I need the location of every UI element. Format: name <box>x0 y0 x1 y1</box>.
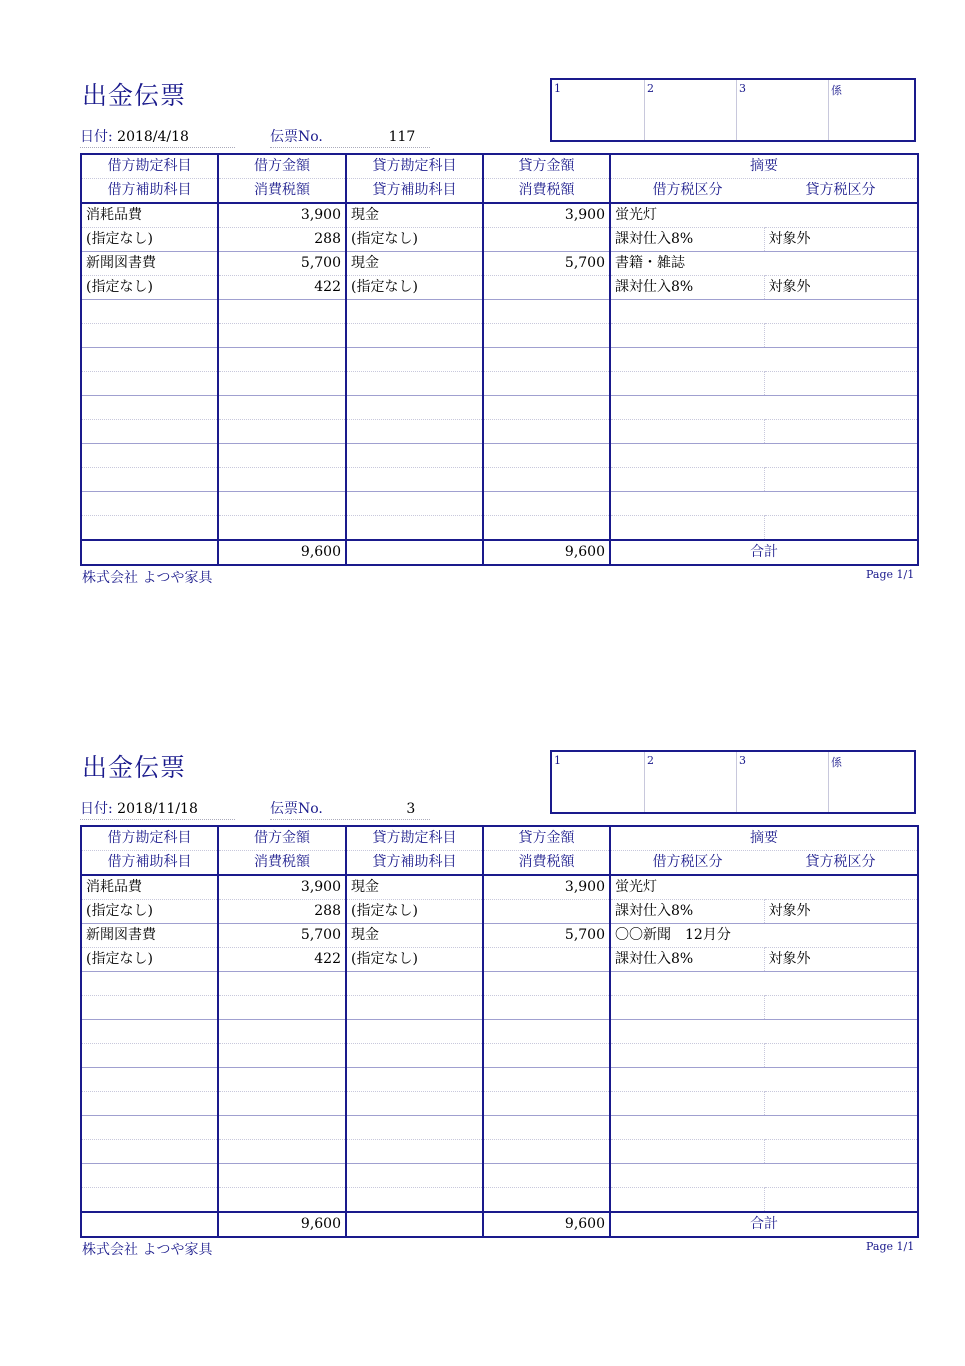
total-debit: 9,600 <box>218 540 346 565</box>
date-label: 日付: <box>80 801 113 817</box>
header-debit-tax-class: 借方税区分 <box>610 179 764 204</box>
voucher <box>0 672 965 1272</box>
summary-cell <box>610 1116 918 1140</box>
table-row <box>81 875 918 900</box>
page-number: Page 1/1 <box>866 1240 915 1253</box>
debit-tax-cell: 288 <box>218 228 346 252</box>
credit-account-cell: 現金 <box>346 252 483 276</box>
voucher-title: 出金伝票 <box>82 753 187 782</box>
credit-amount-cell <box>483 348 610 372</box>
header-credit-tax: 消費税額 <box>483 851 610 876</box>
credit-tax-cell <box>483 516 610 541</box>
debit-tax-cell <box>218 372 346 396</box>
credit-sub-cell: (指定なし) <box>346 228 483 252</box>
debit-account-cell <box>81 1068 218 1092</box>
credit-tax-cell <box>483 324 610 348</box>
debit-account-cell <box>81 300 218 324</box>
header-credit-account: 貸方勘定科目 <box>346 826 483 851</box>
credit-tax-cell <box>483 228 610 252</box>
date-underline <box>80 819 235 820</box>
debit-account-cell <box>81 1164 218 1188</box>
voucher <box>0 0 965 600</box>
page-number: Page 1/1 <box>866 568 915 581</box>
credit-tax-cell <box>483 1092 610 1116</box>
debit-tax-cell <box>218 324 346 348</box>
credit-amount-cell: 5,700 <box>483 924 610 948</box>
credit-sub-cell <box>346 516 483 541</box>
credit-tax-cell <box>483 1188 610 1213</box>
credit-tax-class-cell <box>764 516 918 541</box>
debit-sub-cell <box>81 372 218 396</box>
table-row <box>81 468 918 492</box>
summary-cell: 蛍光灯 <box>610 875 918 900</box>
table-row <box>81 1140 918 1164</box>
debit-tax-class-cell <box>610 1044 764 1068</box>
credit-tax-class-cell: 対象外 <box>764 228 918 252</box>
credit-tax-class-cell <box>764 1140 918 1164</box>
table-row <box>81 1188 918 1213</box>
credit-amount-cell: 5,700 <box>483 252 610 276</box>
debit-sub-cell <box>81 1044 218 1068</box>
table-row <box>81 252 918 276</box>
credit-sub-cell <box>346 1188 483 1213</box>
debit-amount-cell <box>218 1068 346 1092</box>
debit-account-cell: 消耗品費 <box>86 879 142 895</box>
credit-account-cell <box>346 1116 483 1140</box>
table-row <box>81 1044 918 1068</box>
credit-tax-class-cell <box>764 1188 918 1213</box>
debit-sub-cell: (指定なし) <box>81 276 218 300</box>
voucher-number-underline <box>270 819 430 820</box>
table-row <box>81 324 918 348</box>
table-row <box>81 492 918 516</box>
header-debit-amount: 借方金額 <box>218 154 346 179</box>
table-row <box>81 300 918 324</box>
total-blank <box>81 1212 218 1237</box>
date-field <box>80 126 189 146</box>
debit-tax-class-cell <box>610 516 764 541</box>
stamp-cell: 1 <box>554 82 561 95</box>
summary-cell: 蛍光灯 <box>610 203 918 228</box>
debit-account-cell <box>81 492 218 516</box>
credit-amount-cell <box>483 444 610 468</box>
debit-tax-cell: 288 <box>218 900 346 924</box>
header-debit-sub: 借方補助科目 <box>81 179 218 204</box>
header-debit-sub: 借方補助科目 <box>81 851 218 876</box>
credit-sub-cell <box>346 1140 483 1164</box>
voucher-number-value: 117 <box>388 129 416 145</box>
credit-tax-class-cell <box>764 468 918 492</box>
header-credit-tax-class: 貸方税区分 <box>764 851 918 876</box>
credit-sub-cell <box>346 324 483 348</box>
debit-amount-cell <box>218 348 346 372</box>
summary-cell <box>610 444 918 468</box>
debit-sub-cell <box>81 516 218 541</box>
debit-tax-class-cell: 課対仕入8% <box>610 900 764 924</box>
voucher-number-field <box>270 798 415 818</box>
header-debit-account: 借方勘定科目 <box>107 158 192 174</box>
debit-tax-class-cell <box>610 420 764 444</box>
credit-account-cell <box>346 1068 483 1092</box>
summary-cell <box>610 396 918 420</box>
credit-tax-class-cell: 対象外 <box>764 948 918 972</box>
header-credit-tax-class: 貸方税区分 <box>764 179 918 204</box>
table-row <box>81 228 918 252</box>
debit-sub-cell <box>81 1188 218 1213</box>
debit-account-cell <box>81 972 218 996</box>
debit-tax-class-cell: 課対仕入8% <box>610 948 764 972</box>
credit-sub-cell <box>346 468 483 492</box>
debit-tax-cell <box>218 1188 346 1213</box>
debit-sub-cell <box>81 996 218 1020</box>
header-summary: 摘要 <box>610 154 918 179</box>
summary-cell: 〇〇新聞 12月分 <box>610 924 918 948</box>
debit-sub-cell <box>81 1140 218 1164</box>
credit-sub-cell: (指定なし) <box>346 900 483 924</box>
credit-account-cell <box>346 972 483 996</box>
credit-account-cell: 現金 <box>346 875 483 900</box>
debit-tax-cell <box>218 468 346 492</box>
debit-sub-cell <box>81 468 218 492</box>
credit-tax-cell <box>483 1140 610 1164</box>
header-summary: 摘要 <box>610 826 918 851</box>
total-credit: 9,600 <box>483 540 610 565</box>
date-value: 2018/4/18 <box>117 129 189 145</box>
company-name: 株式会社 よつや家具 <box>82 1242 213 1258</box>
table-row <box>81 348 918 372</box>
debit-tax-cell <box>218 1044 346 1068</box>
date-label: 日付: <box>80 129 113 145</box>
credit-tax-class-cell <box>764 1044 918 1068</box>
total-label: 合計 <box>610 540 918 565</box>
summary-cell <box>610 492 918 516</box>
date-value: 2018/11/18 <box>117 801 198 817</box>
credit-account-cell <box>346 348 483 372</box>
credit-tax-class-cell <box>764 324 918 348</box>
header-credit-amount: 貸方金額 <box>483 826 610 851</box>
debit-account-cell: 新聞図書費 <box>81 252 218 276</box>
debit-amount-cell <box>218 444 346 468</box>
journal-table <box>80 825 919 1238</box>
header-credit-account: 貸方勘定科目 <box>346 154 483 179</box>
stamp-cell: 2 <box>644 80 736 140</box>
debit-amount-cell <box>218 972 346 996</box>
table-row <box>81 1020 918 1044</box>
debit-amount-cell <box>218 492 346 516</box>
summary-cell <box>610 348 918 372</box>
journal-table <box>80 153 919 566</box>
credit-tax-class-cell: 対象外 <box>764 276 918 300</box>
table-row <box>81 1068 918 1092</box>
debit-amount-cell <box>218 300 346 324</box>
total-blank <box>81 540 218 565</box>
table-row <box>81 203 918 228</box>
debit-account-cell: 消耗品費 <box>86 207 142 223</box>
summary-cell: 書籍・雑誌 <box>610 252 918 276</box>
debit-account-cell: 新聞図書費 <box>81 924 218 948</box>
approval-stamp-box <box>550 78 916 142</box>
debit-amount-cell <box>218 1164 346 1188</box>
table-row <box>81 444 918 468</box>
debit-tax-cell <box>218 996 346 1020</box>
summary-cell <box>610 300 918 324</box>
table-row <box>81 996 918 1020</box>
table-row <box>81 396 918 420</box>
debit-account-cell <box>81 1020 218 1044</box>
credit-amount-cell <box>483 972 610 996</box>
voucher-number-underline <box>270 147 430 148</box>
table-row <box>81 372 918 396</box>
credit-tax-cell <box>483 372 610 396</box>
credit-account-cell <box>346 1020 483 1044</box>
credit-tax-cell <box>483 468 610 492</box>
summary-cell <box>610 1020 918 1044</box>
table-row <box>81 924 918 948</box>
debit-account-cell <box>81 444 218 468</box>
stamp-cell: 1 <box>554 754 561 767</box>
header-credit-amount: 貸方金額 <box>483 154 610 179</box>
voucher-title: 出金伝票 <box>82 81 187 110</box>
credit-tax-cell <box>483 900 610 924</box>
debit-sub-cell <box>81 324 218 348</box>
stamp-cell: 3 <box>736 80 828 140</box>
total-row <box>81 1212 918 1237</box>
table-row <box>81 1164 918 1188</box>
credit-amount-cell <box>483 396 610 420</box>
header-debit-tax: 消費税額 <box>218 179 346 204</box>
debit-sub-cell <box>81 1092 218 1116</box>
debit-amount-cell <box>218 396 346 420</box>
debit-tax-class-cell <box>610 1140 764 1164</box>
debit-amount-cell <box>218 1116 346 1140</box>
total-credit: 9,600 <box>483 1212 610 1237</box>
voucher-number-label: 伝票No. <box>270 129 323 145</box>
credit-tax-cell <box>483 996 610 1020</box>
credit-account-cell: 現金 <box>346 203 483 228</box>
total-blank <box>346 540 483 565</box>
debit-amount-cell: 3,900 <box>218 875 346 900</box>
table-row <box>81 948 918 972</box>
credit-amount-cell: 3,900 <box>483 875 610 900</box>
total-label: 合計 <box>610 1212 918 1237</box>
credit-account-cell <box>346 300 483 324</box>
debit-tax-class-cell <box>610 996 764 1020</box>
header-credit-sub: 貸方補助科目 <box>346 851 483 876</box>
header-debit-tax: 消費税額 <box>218 851 346 876</box>
header-credit-tax: 消費税額 <box>483 179 610 204</box>
debit-tax-cell <box>218 420 346 444</box>
debit-tax-class-cell: 課対仕入8% <box>610 228 764 252</box>
debit-tax-class-cell <box>610 1188 764 1213</box>
credit-sub-cell <box>346 1044 483 1068</box>
credit-tax-class-cell <box>764 996 918 1020</box>
debit-tax-cell <box>218 516 346 541</box>
debit-amount-cell: 5,700 <box>218 252 346 276</box>
credit-sub-cell: (指定なし) <box>346 948 483 972</box>
debit-tax-class-cell <box>610 324 764 348</box>
header-debit-account: 借方勘定科目 <box>107 830 192 846</box>
credit-sub-cell <box>346 420 483 444</box>
summary-cell <box>610 972 918 996</box>
voucher-number-label: 伝票No. <box>270 801 323 817</box>
credit-account-cell <box>346 396 483 420</box>
credit-sub-cell <box>346 372 483 396</box>
debit-amount-cell: 5,700 <box>218 924 346 948</box>
debit-account-cell <box>81 348 218 372</box>
debit-amount-cell: 3,900 <box>218 203 346 228</box>
credit-amount-cell <box>483 1116 610 1140</box>
total-debit: 9,600 <box>218 1212 346 1237</box>
credit-account-cell <box>346 492 483 516</box>
voucher-number-value: 3 <box>406 801 416 817</box>
credit-amount-cell <box>483 492 610 516</box>
debit-sub-cell: (指定なし) <box>81 900 218 924</box>
credit-tax-cell <box>483 1044 610 1068</box>
credit-amount-cell: 3,900 <box>483 203 610 228</box>
credit-account-cell <box>346 444 483 468</box>
credit-account-cell: 現金 <box>346 924 483 948</box>
credit-sub-cell: (指定なし) <box>346 276 483 300</box>
table-row <box>81 420 918 444</box>
credit-sub-cell <box>346 996 483 1020</box>
table-row <box>81 276 918 300</box>
debit-sub-cell: (指定なし) <box>81 228 218 252</box>
company-name: 株式会社 よつや家具 <box>82 570 213 586</box>
stamp-cell: 3 <box>736 752 828 812</box>
stamp-cell: 係 <box>828 80 914 140</box>
debit-account-cell <box>81 1116 218 1140</box>
credit-sub-cell <box>346 1092 483 1116</box>
credit-account-cell <box>346 1164 483 1188</box>
debit-tax-cell: 422 <box>218 948 346 972</box>
header-credit-sub: 貸方補助科目 <box>346 179 483 204</box>
credit-amount-cell <box>483 1068 610 1092</box>
approval-stamp-box <box>550 750 916 814</box>
credit-tax-class-cell <box>764 372 918 396</box>
table-row <box>81 972 918 996</box>
credit-amount-cell <box>483 300 610 324</box>
debit-tax-class-cell <box>610 372 764 396</box>
table-row <box>81 1116 918 1140</box>
credit-tax-cell <box>483 948 610 972</box>
header-debit-tax-class: 借方税区分 <box>610 851 764 876</box>
date-field <box>80 798 198 818</box>
credit-tax-class-cell <box>764 1092 918 1116</box>
total-blank <box>346 1212 483 1237</box>
header-debit-amount: 借方金額 <box>218 826 346 851</box>
credit-amount-cell <box>483 1020 610 1044</box>
debit-account-cell <box>81 396 218 420</box>
table-row <box>81 900 918 924</box>
debit-sub-cell <box>81 420 218 444</box>
debit-tax-cell <box>218 1140 346 1164</box>
stamp-cell: 2 <box>644 752 736 812</box>
credit-tax-cell <box>483 276 610 300</box>
stamp-cell: 係 <box>828 752 914 812</box>
debit-tax-cell <box>218 1092 346 1116</box>
date-underline <box>80 147 235 148</box>
credit-tax-cell <box>483 420 610 444</box>
voucher-number-field <box>270 126 415 146</box>
debit-tax-class-cell <box>610 1092 764 1116</box>
total-row <box>81 540 918 565</box>
debit-tax-cell: 422 <box>218 276 346 300</box>
table-row <box>81 516 918 541</box>
debit-tax-class-cell <box>610 468 764 492</box>
table-row <box>81 1092 918 1116</box>
summary-cell <box>610 1164 918 1188</box>
credit-amount-cell <box>483 1164 610 1188</box>
summary-cell <box>610 1068 918 1092</box>
credit-tax-class-cell <box>764 420 918 444</box>
debit-sub-cell: (指定なし) <box>81 948 218 972</box>
debit-amount-cell <box>218 1020 346 1044</box>
credit-tax-class-cell: 対象外 <box>764 900 918 924</box>
debit-tax-class-cell: 課対仕入8% <box>610 276 764 300</box>
